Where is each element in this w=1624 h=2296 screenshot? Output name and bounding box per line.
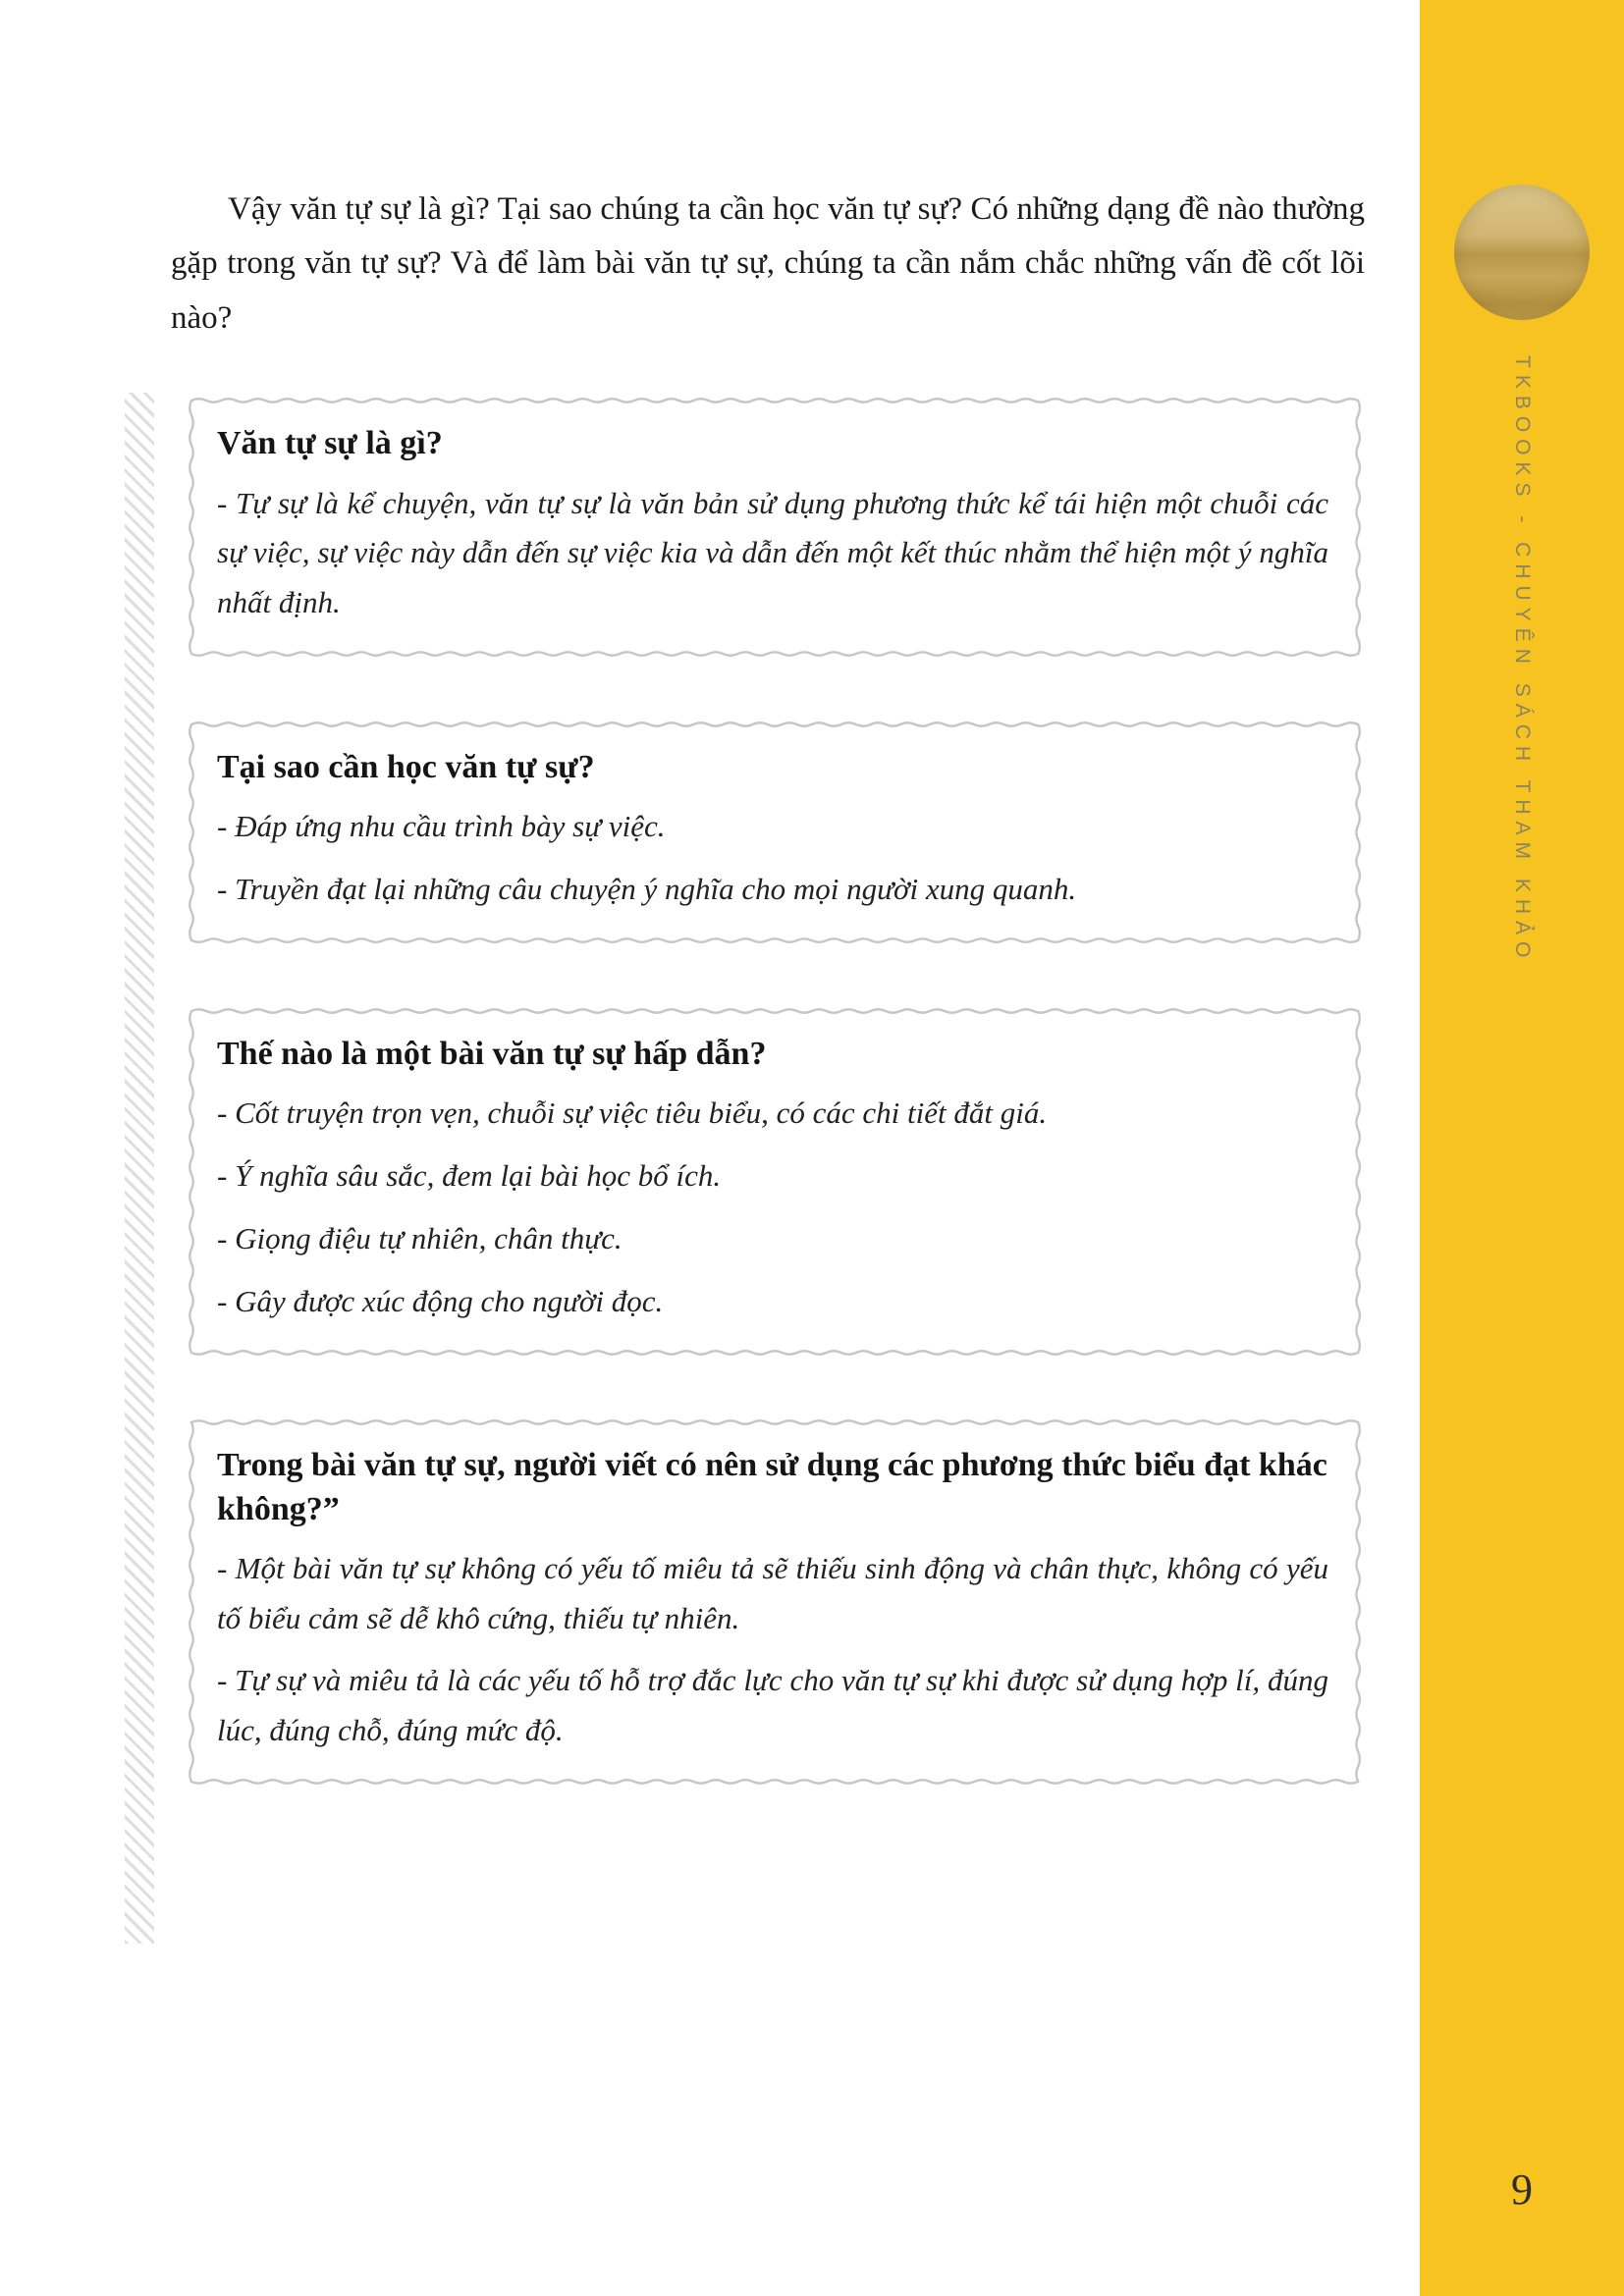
sidebar-brand-text: TKBOOKS - CHUYÊN SÁCH THAM KHẢO — [1511, 355, 1534, 965]
landscape-photo-circle — [1454, 185, 1590, 320]
box-paragraph: - Ý nghĩa sâu sắc, đem lại bài học bổ ích. — [217, 1157, 722, 1193]
box-other-expression-modes — [186, 1416, 1364, 1788]
box-paragraph: - Đáp ứng nhu cầu trình bày sự việc. — [217, 809, 666, 844]
box-paragraph: - Cốt truyện trọn vẹn, chuỗi sự việc tiêu biểu, có các chi tiết đắt giá. — [217, 1095, 1048, 1131]
box-heading: Trong bài văn tự sự, người viết có nên sử dụng các phương thức biểu đạt khác không?” — [217, 1447, 1327, 1527]
box-paragraph: - Tự sự là kể chuyện, văn tự sự là văn bản sử dụng phương thức kể tái hiện một chuỗi các sự việc, sự việc này dẫn đến sự việc kia và dẫn đến một kết thúc nhằm thể hiện một ý nghĩa nhất định. — [217, 485, 1328, 620]
box-paragraph: - Tự sự và miêu tả là các yếu tố hỗ trợ đắc lực cho văn tự sự khi được sử dụng hợp lí, đúng lúc, đúng chỗ, đúng mức độ. — [217, 1663, 1328, 1748]
box-why-learn-narrative — [186, 719, 1364, 946]
box-paragraph: - Truyền đạt lại những câu chuyện ý nghĩa cho mọi người xung quanh. — [217, 872, 1077, 906]
intro-paragraph: Vậy văn tự sự là gì? Tại sao chúng ta cần học văn tự sự? Có những dạng đề nào thường gặp trong văn tự sự? Và để làm bài văn tự sự, chúng ta cần nắm chắc những vấn đề cốt lõi nào? — [171, 191, 1365, 336]
box-heading: Thế nào là một bài văn tự sự hấp dẫn? — [217, 1035, 767, 1072]
box-paragraph: - Gây được xúc động cho người đọc. — [217, 1283, 664, 1318]
box-what-makes-good-narrative — [186, 1005, 1364, 1359]
box-heading: Văn tự sự là gì? — [217, 425, 443, 462]
page-number: 9 — [1511, 2165, 1533, 2214]
box-heading: Tại sao cần học văn tự sự? — [217, 748, 595, 785]
box-paragraph: - Giọng điệu tự nhiên, chân thực. — [217, 1220, 623, 1255]
box-paragraph: - Một bài văn tự sự không có yếu tố miêu tả sẽ thiếu sinh động và chân thực, không có yếu tố biểu cảm sẽ dễ khô cứng, thiếu tự nhiên. — [217, 1550, 1328, 1635]
box-what-is-narrative — [186, 395, 1364, 660]
yellow-sidebar — [1420, 0, 1624, 2296]
